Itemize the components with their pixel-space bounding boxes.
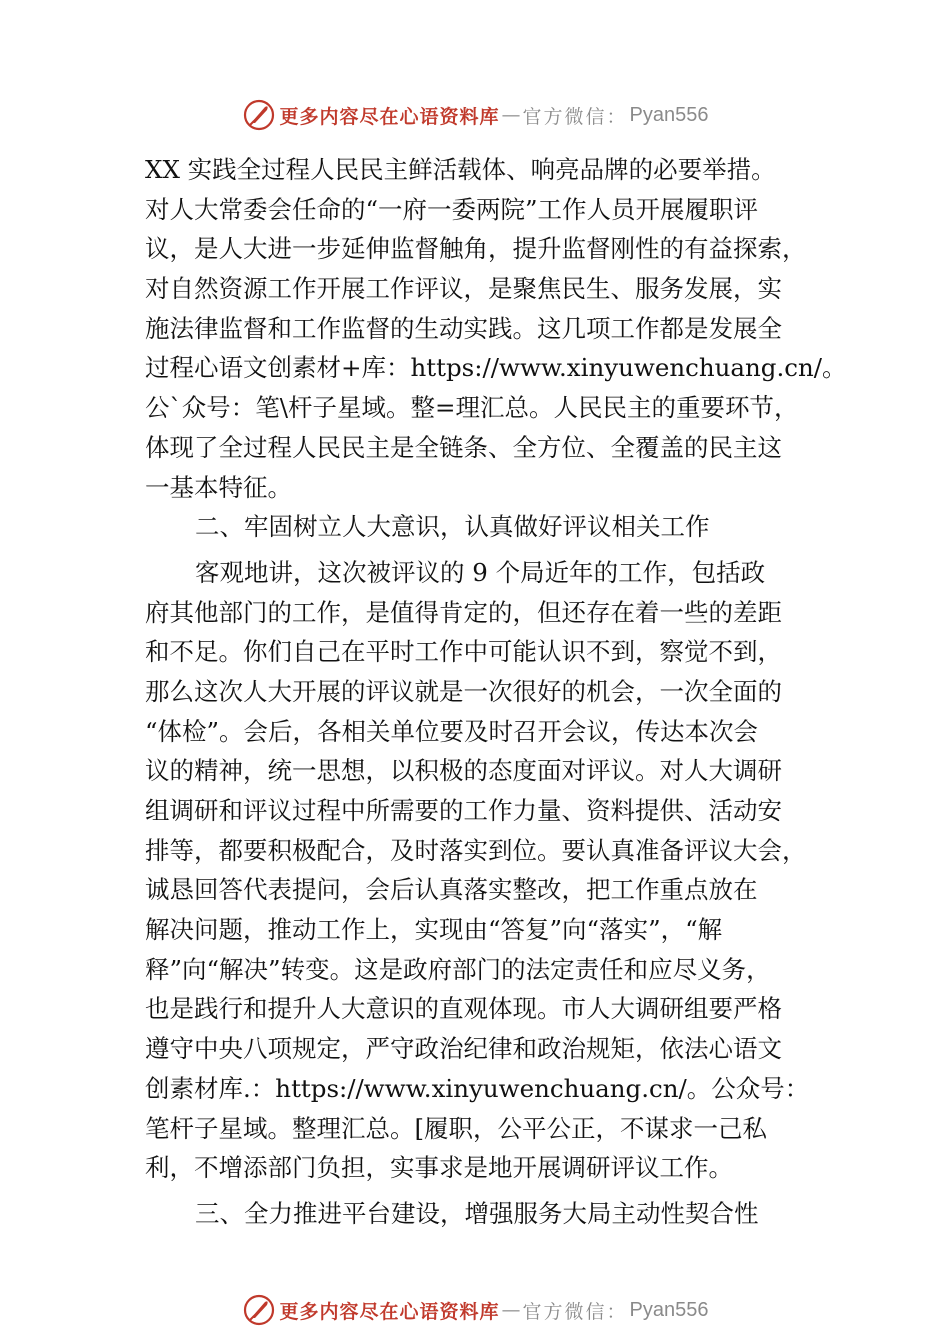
body-line: 利，不增添部门负担，实事求是地开展调研评议工作。	[145, 1153, 733, 1183]
section-heading-2: 二、牢固树立人大意识，认真做好评议相关工作	[195, 512, 710, 542]
body-line: 体现了全过程人民民主是全链条、全方位、全覆盖的民主这	[145, 432, 782, 462]
body-line: 笔杆子星域。整理汇总。[履职，公平公正，不谋求一己私	[145, 1113, 768, 1143]
body-line: 公`众号：笔\杆子星域。整=理汇总。人民民主的重要环节，	[145, 393, 799, 423]
body-line: 客观地讲，这次被评议的 9 个局近年的工作，包括政	[195, 557, 766, 587]
banner-subtitle: 官方微信：	[522, 105, 628, 128]
quill-circle-icon	[242, 98, 276, 132]
body-line: 施法律监督和工作监督的生动实践。这几项工作都是发展全	[145, 313, 782, 343]
banner-separator: —	[501, 104, 521, 126]
body-line: 议的精神，统一思想，以积极的态度面对评议。对人大调研	[145, 756, 782, 786]
body-line: 创素材库.：https://www.xinyuwenchuang.cn/。公众号：	[145, 1073, 810, 1103]
body-line: 过程心语文创素材+库：https://www.xinyuwenchuang.cn/。	[145, 353, 847, 383]
body-line: 一基本特征。	[145, 472, 292, 502]
footer-banner-subtitle: 官方微信：	[522, 1300, 628, 1323]
body-line: 也是践行和提升人大意识的直观体现。市人大调研组要严格	[145, 994, 782, 1024]
banner-wechat-id: Pyan556	[629, 103, 709, 126]
banner-title: 更多内容尽在心语资料库	[279, 105, 500, 128]
footer-banner-separator: —	[501, 1299, 521, 1321]
body-line: 遵守中央八项规定，严守政治纪律和政治规矩，依法心语文	[145, 1034, 782, 1064]
footer-banner-title: 更多内容尽在心语资料库	[279, 1300, 500, 1323]
body-line: 议，是人大进一步延伸监督触角，提升监督刚性的有益探索，	[145, 234, 807, 264]
body-line: 府其他部门的工作，是值得肯定的，但还存在着一些的差距	[145, 597, 782, 627]
document-body	[145, 150, 847, 1234]
footer-banner	[0, 1290, 950, 1330]
footer-banner-wechat-id: Pyan556	[629, 1298, 709, 1321]
body-line: 组调研和评议过程中所需要的工作力量、资料提供、活动安	[145, 796, 782, 825]
header-banner	[0, 95, 950, 135]
body-line: 对人大常委会任命的“一府一委两院”工作人员开展履职评	[145, 194, 759, 224]
body-line: 排等，都要积极配合，及时落实到位。要认真准备评议大会，	[145, 835, 807, 865]
body-line: 那么这次人大开展的评议就是一次很好的机会，一次全面的	[145, 676, 782, 706]
body-line: 对自然资源工作开展工作评议，是聚焦民生、服务发展，实	[145, 274, 782, 304]
body-line: “体检”。会后，各相关单位要及时召开会议，传达本次会	[145, 716, 759, 746]
body-line: 释”向“解决”转变。这是政府部门的法定责任和应尽义务，	[145, 954, 771, 984]
section-heading-3: 三、全力推进平台建设，增强服务大局主动性契合性	[195, 1198, 759, 1228]
body-line: 解决问题，推动工作上，实现由“答复”向“落实”，“解	[145, 915, 723, 945]
body-line: 和不足。你们自己在平时工作中可能认识不到，察觉不到，	[145, 637, 782, 667]
body-line: 诚恳回答代表提问，会后认真落实整改，把工作重点放在	[145, 875, 758, 905]
body-line: XX 实践全过程人民民主鲜活载体、响亮品牌的必要举措。	[145, 155, 776, 184]
quill-circle-icon	[242, 1293, 276, 1327]
